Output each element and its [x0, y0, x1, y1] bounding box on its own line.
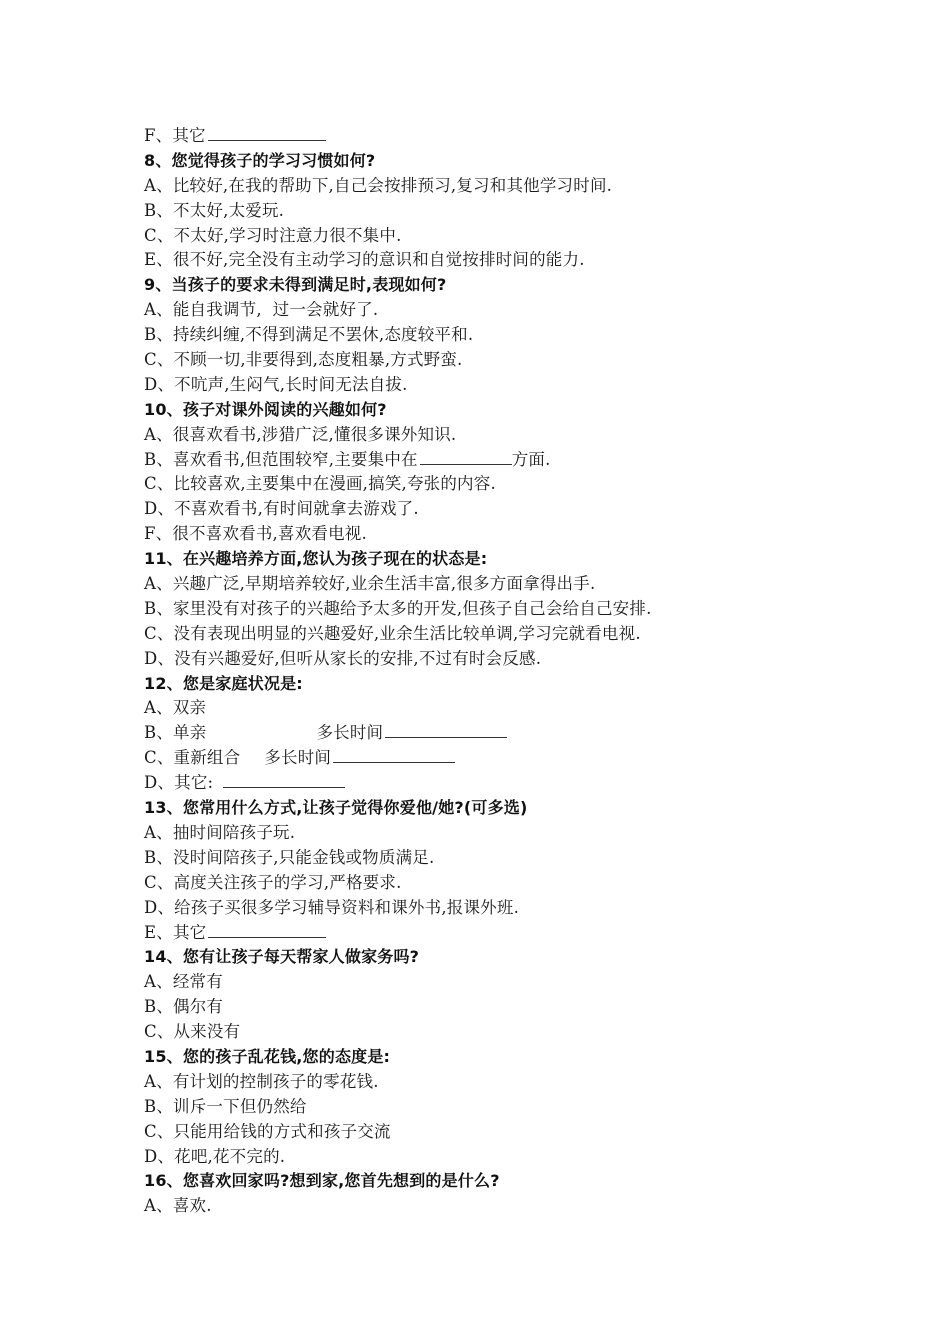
- option-line: D、不吭声,生闷气,长时间无法自拔.: [144, 374, 408, 394]
- option-line: B、训斥一下但仍然给: [144, 1096, 307, 1116]
- question-heading: 14、您有让孩子每天帮家人做家务吗?: [144, 947, 420, 967]
- questionnaire-body: [144, 124, 864, 1219]
- option-line: E、很不好,完全没有主动学习的意识和自觉按排时间的能力.: [144, 250, 585, 270]
- option-line: B、喜欢看书,但范围较窄,主要集中在 方面.: [144, 449, 551, 469]
- option-line: B、单亲 多长时间: [144, 721, 864, 746]
- option-line: C、从来没有: [144, 1022, 241, 1042]
- option-line: C、比较喜欢,主要集中在漫画,搞笑,夸张的内容.: [144, 474, 496, 494]
- option-line: C、重新组合 多长时间: [144, 746, 864, 771]
- option-line: A、双亲: [144, 698, 207, 718]
- option-line: C、没有表现出明显的兴趣爱好,业余生活比较单调,学习完就看电视.: [144, 623, 641, 643]
- option-line: C、不顾一切,非要得到,态度粗暴,方式野蛮.: [144, 350, 463, 370]
- option-line: A、能自我调节, 过一会就好了.: [144, 300, 379, 320]
- option-line: D、没有兴趣爱好,但听从家长的安排,不过有时会反感.: [144, 648, 542, 668]
- option-line: D、其它:: [144, 771, 864, 796]
- option-line: B、偶尔有: [144, 997, 224, 1017]
- fill-in-blank[interactable]: [333, 746, 455, 763]
- option-line: F、其它: [144, 124, 864, 149]
- option-line: C、只能用给钱的方式和孩子交流: [144, 1121, 391, 1141]
- question-heading: 15、您的孩子乱花钱,您的态度是:: [144, 1046, 391, 1066]
- option-line: F、很不喜欢看书,喜欢看电视.: [144, 524, 367, 544]
- question-heading: 10、孩子对课外阅读的兴趣如何?: [144, 399, 387, 419]
- question-heading: 12、您是家庭状况是:: [144, 673, 303, 693]
- option-line: A、很喜欢看书,涉猎广泛,懂很多课外知识.: [144, 424, 457, 444]
- question-heading: 8、您觉得孩子的学习习惯如何?: [144, 150, 376, 170]
- option-line: A、兴趣广泛,早期培养较好,业余生活丰富,很多方面拿得出手.: [144, 574, 596, 594]
- option-line: A、有计划的控制孩子的零花钱.: [144, 1071, 379, 1091]
- option-line: A、喜欢.: [144, 1196, 212, 1216]
- option-line: B、家里没有对孩子的兴趣给予太多的开发,但孩子自己会给自己安排.: [144, 598, 652, 618]
- option-line: B、不太好,太爱玩.: [144, 200, 285, 220]
- question-heading: 9、当孩子的要求未得到满足时,表现如何?: [144, 275, 447, 295]
- question-heading: 13、您常用什么方式,让孩子觉得你爱他/她?(可多选): [144, 798, 528, 818]
- option-line: C、不太好,学习时注意力很不集中.: [144, 225, 402, 245]
- option-line: C、高度关注孩子的学习,严格要求.: [144, 872, 402, 892]
- fill-in-blank[interactable]: [223, 771, 345, 788]
- option-line: D、不喜欢看书,有时间就拿去游戏了.: [144, 499, 419, 519]
- option-line: B、没时间陪孩子,只能金钱或物质满足.: [144, 847, 435, 867]
- fill-in-blank[interactable]: [208, 124, 326, 141]
- option-line: A、经常有: [144, 972, 223, 992]
- option-line: B、持续纠缠,不得到满足不罢休,态度较平和.: [144, 325, 474, 345]
- option-line: A、比较好,在我的帮助下,自己会按排预习,复习和其他学习时间.: [144, 175, 613, 195]
- option-line: E、其它: [144, 921, 864, 946]
- question-heading: 11、在兴趣培养方面,您认为孩子现在的状态是:: [144, 549, 488, 569]
- option-line: D、花吧,花不完的.: [144, 1146, 286, 1166]
- question-heading: 16、您喜欢回家吗?想到家,您首先想到的是什么?: [144, 1171, 500, 1191]
- fill-in-blank[interactable]: [420, 448, 512, 465]
- fill-in-blank[interactable]: [208, 921, 326, 938]
- option-line: A、抽时间陪孩子玩.: [144, 822, 296, 842]
- option-line: D、给孩子买很多学习辅导资料和课外书,报课外班.: [144, 897, 520, 917]
- fill-in-blank[interactable]: [385, 721, 507, 738]
